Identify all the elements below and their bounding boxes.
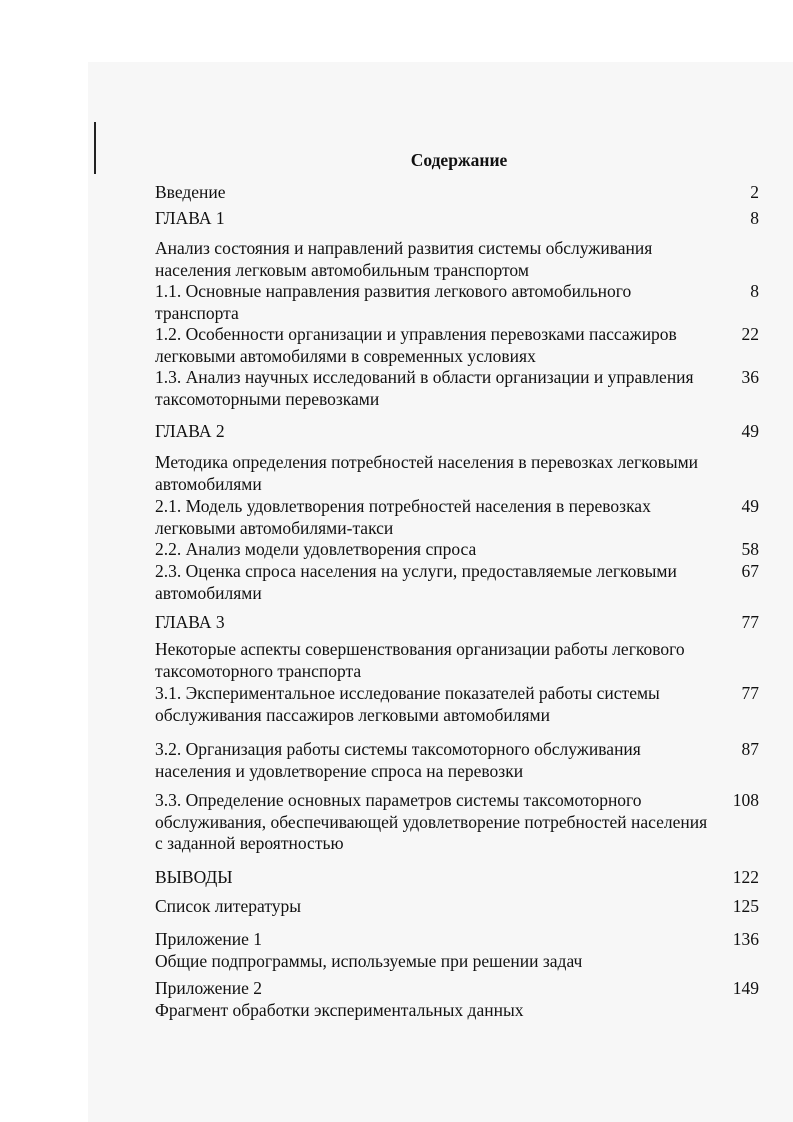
toc-entry-chapter-3 — [155, 612, 759, 634]
toc-entry-page: 2 — [750, 182, 759, 202]
toc-entry-text: 1.3. Анализ научных исследований в области организации и управления таксомоторными перевозками — [155, 367, 694, 409]
toc-entry-chapter-1-title — [155, 238, 759, 281]
toc-entry-text: Список литературы — [155, 896, 302, 916]
toc-entry-text: Фрагмент обработки экспериментальных данных — [155, 1000, 524, 1020]
toc-entry-1-2 — [155, 324, 759, 367]
toc-entry-text: Некоторые аспекты совершенствования организации работы легкового таксомоторного транспорта — [155, 639, 685, 681]
toc-entry-text: Приложение 1 — [155, 929, 263, 949]
toc-entry-1-1 — [155, 281, 759, 324]
page-title: Содержание — [410, 150, 508, 170]
toc-entry-appendix-2 — [155, 978, 759, 1000]
toc-entry-references — [155, 896, 759, 918]
toc-entry-2-1 — [155, 496, 759, 539]
toc-entry-chapter-2-title — [155, 452, 759, 495]
toc-entry-page: 8 — [750, 208, 759, 228]
toc-entry-conclusions — [155, 867, 759, 889]
toc-entry-3-1 — [155, 683, 759, 726]
toc-entry-text: 3.1. Экспериментальное исследование показателей работы системы обслуживания пассажиров легковыми автомобилями — [155, 683, 660, 725]
toc-entry-text: Введение — [155, 182, 226, 202]
toc-entry-text: Общие подпрограммы, используемые при решении задач — [155, 951, 583, 971]
toc-entry-3-3 — [155, 790, 759, 855]
toc-entry-page: 149 — [732, 978, 759, 998]
toc-entry-appendix-1 — [155, 929, 759, 951]
toc-entry-page: 77 — [741, 683, 759, 703]
toc-entry-page: 87 — [741, 739, 759, 759]
toc-entry-page: 8 — [750, 281, 759, 301]
toc-entry-introduction — [155, 182, 759, 204]
toc-entry-page: 67 — [741, 561, 759, 581]
toc-entry-text: ГЛАВА 2 — [155, 421, 225, 441]
toc-entry-text: Анализ состояния и направлений развития системы обслуживания населения легковым автомобильным транспортом — [155, 238, 653, 280]
toc-entry-page: 36 — [741, 367, 759, 387]
toc-entry-text: ГЛАВА 1 — [155, 208, 225, 228]
toc-entry-chapter-2 — [155, 421, 759, 443]
toc-entry-text: 3.3. Определение основных параметров системы таксомоторного обслуживания, обеспечивающей удовлетворение потребностей населения с заданной вероятностью — [155, 790, 708, 853]
toc-entry-2-2 — [155, 539, 759, 561]
toc-entry-2-3 — [155, 561, 759, 604]
toc-entry-page: 136 — [732, 929, 759, 949]
toc-entry-3-2 — [155, 739, 759, 782]
toc-entry-chapter-1 — [155, 208, 759, 230]
toc-entry-text: 2.2. Анализ модели удовлетворения спроса — [155, 539, 477, 559]
toc-entry-text: 1.1. Основные направления развития легкового автомобильного транспорта — [155, 281, 632, 323]
toc-entry-page: 49 — [741, 421, 759, 441]
toc-entry-appendix-1-title — [155, 951, 759, 973]
toc-entry-text: Методика определения потребностей населения в перевозках легковыми автомобилями — [155, 452, 699, 494]
toc-entry-page: 122 — [732, 867, 759, 887]
toc-entry-page: 58 — [741, 539, 759, 559]
toc-entry-appendix-2-title — [155, 1000, 759, 1022]
toc-entry-text: Приложение 2 — [155, 978, 263, 998]
toc-entry-text: 2.1. Модель удовлетворения потребностей населения в перевозках легковыми автомобилями-такси — [155, 496, 651, 538]
toc-entry-text: ВЫВОДЫ — [155, 867, 233, 887]
toc-entry-page: 49 — [741, 496, 759, 516]
toc-entry-page: 125 — [732, 896, 759, 916]
toc-entry-page: 77 — [741, 612, 759, 632]
toc-entry-text: ГЛАВА 3 — [155, 612, 225, 632]
toc-entry-text: 3.2. Организация работы системы таксомоторного обслуживания населения и удовлетворение спроса на перевозки — [155, 739, 641, 781]
toc-entry-1-3 — [155, 367, 759, 410]
toc-entry-text: 2.3. Оценка спроса населения на услуги, предоставляемые легковыми автомобилями — [155, 561, 677, 603]
toc-entry-page: 108 — [732, 790, 759, 810]
toc-entry-chapter-3-title — [155, 639, 759, 682]
toc-entry-text: 1.2. Особенности организации и управления перевозками пассажиров легковыми автомобилями в современных условиях — [155, 324, 677, 366]
toc-entry-page: 22 — [741, 324, 759, 344]
